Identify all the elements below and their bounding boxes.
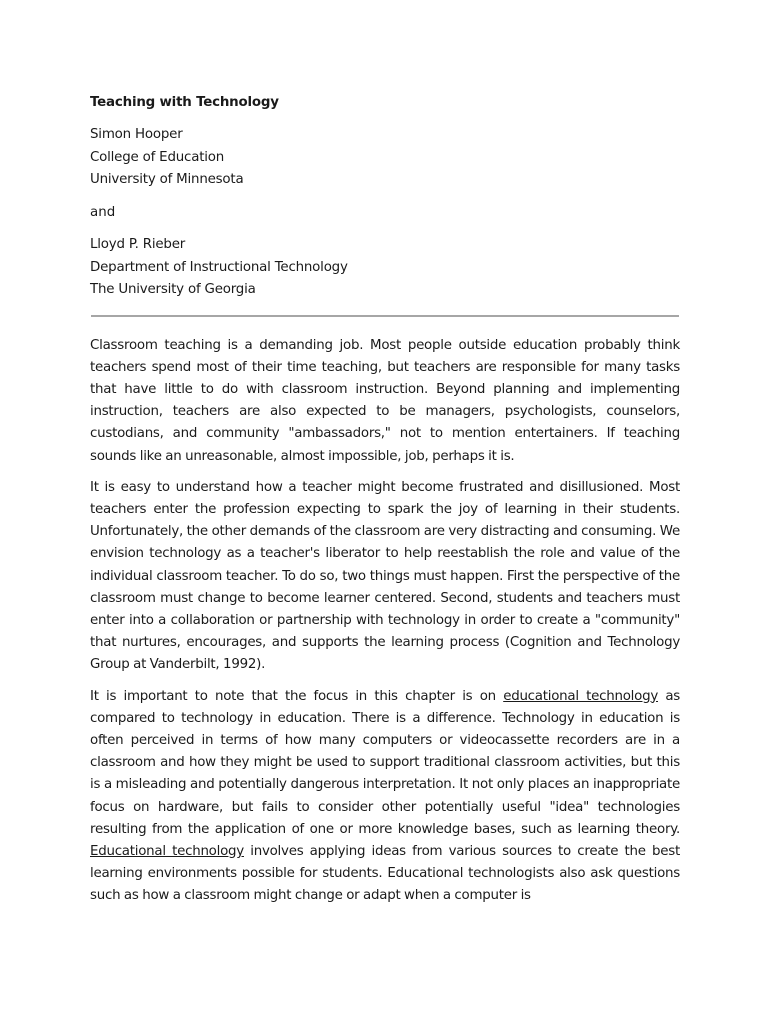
document-title: Teaching with Technology xyxy=(90,95,279,110)
paragraph-3-text: It is important to note that the focus in this chapter is on xyxy=(90,688,504,704)
paragraph-2: It is easy to understand how a teacher might become frustrated and disillusioned. Most teachers enter the profession expecting to spark the joy of learning in their students. Unfortunately, the other demands of the classroom are very distracting and consuming. We envision technology as a teacher's liberator to help reestablish the role and value of the individual classroom teacher. To do so, two things must happen. First the perspective of the classroom must change to become learner centered. Second, students and teachers must enter into a collaboration or partnership with technology in order to create a "community" that nurtures, encourages, and supports the learning process (Cognition and Technology Group at Vanderbilt, 1992). xyxy=(90,479,680,673)
author-institution: University of Minnesota xyxy=(90,172,244,187)
author-block-2 xyxy=(90,234,680,302)
paragraph-3-text: as compared to technology in education. There is a difference. Technology in education is often perceived in terms of how many computers or videocassette recorders are in a classroom and how they might be used to support traditional classroom activities, but this is a misleading and potentially dangerous interpretation. It not only places an inappropriate focus on hardware, but fails to consider other potentially useful "idea" technologies resulting from the application of one or more knowledge bases, such as learning theory. xyxy=(90,688,680,837)
body-text xyxy=(90,335,680,908)
document-page xyxy=(90,92,680,908)
underlined-term: educational technology xyxy=(503,688,658,704)
author-name: Simon Hooper xyxy=(90,127,183,142)
paragraph-3 xyxy=(90,686,680,908)
section-divider xyxy=(91,315,679,317)
author-institution: The University of Georgia xyxy=(90,282,256,297)
paragraph-1: Classroom teaching is a demanding job. Most people outside education probably think teachers spend most of their time teaching, but teachers are responsible for many tasks that have little to do with classroom instruction. Beyond planning and implementing instruction, teachers are also expected to be managers, psychologists, counselors, custodians, and community "ambassadors," not to mention entertainers. If teaching sounds like an unreasonable, almost impossible, job, perhaps it is. xyxy=(90,337,680,464)
paragraph-3-text: involves applying ideas from various sources to create the best learning environments possible for students. Educational technologists also ask questions such as how a classroom might change or adapt when a computer is xyxy=(90,843,680,904)
author-department: Department of Instructional Technology xyxy=(90,259,348,275)
underlined-term: Educational technology xyxy=(90,843,244,859)
author-name: Lloyd P. Rieber xyxy=(90,237,186,252)
author-block-1 xyxy=(90,124,680,192)
author-conjunction: and xyxy=(90,204,116,220)
author-department: College of Education xyxy=(90,149,225,165)
